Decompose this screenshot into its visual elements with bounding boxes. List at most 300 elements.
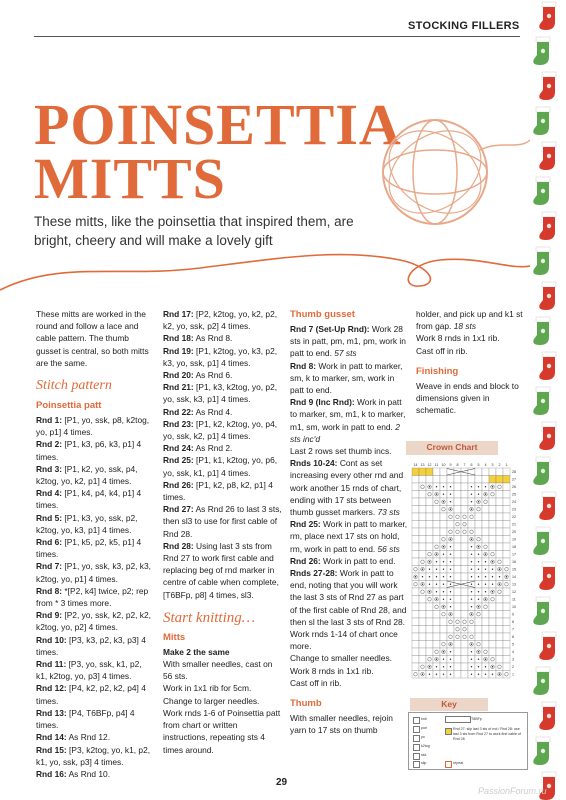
chart-cell — [461, 528, 468, 536]
gusset-rnd-9: Rnd 9 (Inc Rnd): Work in patt to marker, sm, m1, k to marker, m1, sm, work in patt to end. 2 sts inc'd — [290, 397, 406, 444]
chart-cell — [461, 521, 468, 529]
purl-dot — [443, 591, 444, 592]
purl-dot — [492, 569, 493, 570]
chart-cell — [426, 611, 433, 619]
thumb-gusset-heading: Thumb gusset — [290, 309, 355, 320]
gusset-rnd-26: Rnd 26: Work in patt to end. — [290, 555, 396, 566]
chart-cell — [419, 506, 426, 514]
make-2-heading: Make 2 the same — [163, 646, 230, 657]
chart-cell — [503, 648, 510, 656]
chart-cell — [475, 641, 482, 649]
chart-cell — [461, 498, 468, 506]
rnd-19: Rnd 19: [P1, k2tog, yo, k3, p2, k3, yo, ssk, p1] 4 times. — [163, 345, 278, 368]
purl-dot — [506, 576, 507, 577]
chart-cell — [489, 551, 496, 559]
chart-cell — [412, 671, 419, 679]
chart-row-label: 12 — [512, 590, 516, 595]
gusset-last-2: Last 2 rows set thumb incs. — [290, 446, 392, 457]
chart-row-label: 27 — [512, 477, 516, 482]
stocking-icon — [533, 37, 550, 65]
chart-cell — [496, 626, 503, 634]
chart-cell — [433, 626, 440, 634]
page-number: 29 — [276, 777, 288, 788]
chart-cell — [412, 566, 419, 574]
chart-cell — [440, 611, 447, 619]
purl-dot — [429, 666, 430, 667]
chart-cell — [489, 648, 496, 656]
chart-cell — [419, 528, 426, 536]
rnd-1: Rnd 1: [P1, yo, ssk, p8, k2tog, yo, p1] 4 times. — [36, 415, 150, 438]
chart-row-label: 23 — [512, 507, 516, 512]
chart-cell — [489, 596, 496, 604]
chart-cell — [496, 618, 503, 626]
chart-row-label: 6 — [512, 635, 514, 640]
chart-cell — [496, 596, 503, 604]
stocking-icon — [539, 352, 556, 380]
chart-row-label: 10 — [512, 605, 516, 610]
chart-cell — [503, 633, 510, 641]
purl-dot — [436, 584, 437, 585]
chart-cell — [447, 618, 454, 626]
rnd-15: Rnd 15: [P3, k2tog, yo, k1, p2, k1, yo, ssk, p3] 4 times. — [36, 744, 151, 767]
chart-cell — [482, 626, 489, 634]
chart-cell — [503, 626, 510, 634]
chart-cell — [496, 656, 503, 664]
stocking-icon — [539, 282, 556, 310]
chart-cell — [454, 536, 461, 544]
purl-dot — [471, 674, 472, 675]
chart-cell — [482, 618, 489, 626]
purl-dot — [436, 576, 437, 577]
purl-dot — [443, 666, 444, 667]
chart-row-label: 26 — [512, 485, 516, 490]
key-purl-swatch — [413, 726, 420, 733]
chart-cell — [447, 626, 454, 634]
chart-cell — [454, 648, 461, 656]
purl-dot — [443, 584, 444, 585]
chart-cell — [426, 521, 433, 529]
chart-cell — [461, 663, 468, 671]
purl-dot — [422, 576, 423, 577]
purl-dot — [485, 576, 486, 577]
key-cable-swatch — [445, 716, 471, 723]
chart-cell — [412, 551, 419, 559]
chart-cell — [461, 551, 468, 559]
purl-dot — [478, 606, 479, 607]
purl-dot — [471, 494, 472, 495]
chart-cell — [412, 588, 419, 596]
chart-cell — [440, 521, 447, 529]
purl-dot — [450, 651, 451, 652]
purl-dot — [478, 666, 479, 667]
purl-dot — [443, 674, 444, 675]
chart-cell — [419, 641, 426, 649]
thumb-step-4: Cast off in rib. — [416, 345, 468, 356]
chart-cell — [412, 656, 419, 664]
stocking-icon — [539, 562, 556, 590]
rnd-13: Rnd 13: [P4, T6BFp, p4] 4 times. — [36, 707, 135, 731]
purl-dot — [485, 584, 486, 585]
chart-cell — [454, 618, 461, 626]
chart-cell — [426, 491, 433, 499]
chart-cell — [489, 633, 496, 641]
chart-cell — [489, 491, 496, 499]
key-repeat: repeat — [453, 761, 464, 765]
purl-dot — [471, 554, 472, 555]
chart-cell — [447, 513, 454, 521]
chart-cell — [461, 536, 468, 544]
chart-cell — [447, 476, 454, 484]
chart-cell — [419, 663, 426, 671]
purl-dot — [436, 659, 437, 660]
purl-dot — [471, 546, 472, 547]
chart-row-label: 22 — [512, 515, 516, 520]
chart-cell — [454, 588, 461, 596]
chart-cell — [496, 663, 503, 671]
purl-dot — [471, 501, 472, 502]
chart-cell — [496, 543, 503, 551]
purl-dot — [478, 659, 479, 660]
chart-row-label: 3 — [512, 657, 514, 662]
chart-cell — [433, 618, 440, 626]
chart-cell — [426, 603, 433, 611]
chart-cell — [475, 468, 482, 476]
purl-dot — [471, 539, 472, 540]
chart-row-label: 24 — [512, 500, 516, 505]
purl-dot — [450, 546, 451, 547]
chart-cell — [426, 633, 433, 641]
chart-row-label: 13 — [512, 582, 516, 587]
chart-cell — [475, 513, 482, 521]
chart-cell — [433, 648, 440, 656]
chart-cell — [426, 498, 433, 506]
chart-row-label: 17 — [512, 552, 516, 557]
chart-cell — [454, 491, 461, 499]
chart-cell — [482, 641, 489, 649]
chart-cell — [412, 498, 419, 506]
chart-cell — [482, 611, 489, 619]
purl-dot — [485, 494, 486, 495]
mitts-step-1: With smaller needles, cast on 56 sts. — [163, 659, 273, 682]
purl-dot — [443, 486, 444, 487]
chart-cell — [412, 506, 419, 514]
chart-cell — [482, 506, 489, 514]
title-line-1: POINSETTIA — [34, 92, 402, 157]
chart-cell — [454, 596, 461, 604]
chart-row-label: 4 — [512, 650, 514, 655]
stocking-icon — [539, 702, 556, 730]
purl-dot — [478, 494, 479, 495]
chart-cell — [503, 566, 510, 574]
rnd-6: Rnd 6: [P1, k5, p2, k5, p1] 4 times. — [36, 537, 142, 560]
chart-cell — [503, 663, 510, 671]
chart-cell — [426, 506, 433, 514]
chart-cell — [461, 588, 468, 596]
gusset-rnd-25: Rnd 25: Work in patt to marker, rm, place next 17 sts on hold, rm, work in patt to end. 56 sts — [290, 519, 408, 554]
key-slip-swatch — [413, 761, 420, 768]
chart-cell — [482, 536, 489, 544]
chart-cell — [440, 641, 447, 649]
purl-dot — [499, 569, 500, 570]
rnd-2: Rnd 2: [P1, k3, p6, k3, p1] 4 times. — [36, 439, 142, 462]
chart-cell — [412, 648, 419, 656]
chart-cell — [461, 648, 468, 656]
rnd-22: Rnd 22: As Rnd 4. — [163, 406, 233, 417]
chart-cell — [496, 648, 503, 656]
stocking-icon — [533, 177, 550, 205]
chart-cell — [503, 513, 510, 521]
chart-cell — [482, 513, 489, 521]
chart-cell — [454, 558, 461, 566]
purl-dot — [450, 659, 451, 660]
chart-col-label: 14 — [413, 463, 418, 467]
chart-col-label: 8 — [456, 463, 459, 467]
purl-dot — [485, 561, 486, 562]
chart-row-label: 14 — [512, 575, 516, 580]
chart-cell — [503, 483, 510, 491]
chart-cell — [503, 671, 510, 679]
chart-col-label: 10 — [441, 463, 446, 467]
chart-cell — [496, 483, 503, 491]
thumb-step-2: holder, and pick up and k1 st from gap. 18 sts — [416, 309, 523, 332]
chart-cell — [426, 551, 433, 559]
chart-cell — [454, 663, 461, 671]
chart-cell — [489, 618, 496, 626]
chart-cell — [412, 543, 419, 551]
chart-cell — [496, 551, 503, 559]
purl-dot — [471, 509, 472, 510]
rnd-10: Rnd 10: [P3, k3, p2, k3, p3] 4 times. — [36, 634, 146, 657]
chart-cell — [461, 573, 468, 581]
purl-dot — [443, 561, 444, 562]
chart-cell — [440, 528, 447, 536]
chart-cell — [503, 536, 510, 544]
purl-dot — [443, 599, 444, 600]
chart-cell — [447, 528, 454, 536]
chart-cell — [461, 476, 468, 484]
purl-dot — [443, 546, 444, 547]
purl-dot — [471, 599, 472, 600]
purl-dot — [429, 674, 430, 675]
chart-cell — [426, 476, 433, 484]
chart-cell — [454, 528, 461, 536]
chart-cell — [482, 468, 489, 476]
chart-cell — [454, 513, 461, 521]
chart-cell — [496, 528, 503, 536]
chart-cell — [447, 633, 454, 641]
chart-cell — [461, 596, 468, 604]
chart-cell — [461, 641, 468, 649]
chart-cell — [503, 521, 510, 529]
chart-col-label: 9 — [449, 463, 452, 467]
chart-cell — [426, 528, 433, 536]
finishing-heading: Finishing — [416, 365, 459, 377]
purl-dot — [485, 569, 486, 570]
stocking-icon — [533, 387, 550, 415]
purl-dot — [478, 591, 479, 592]
chart-cell — [419, 596, 426, 604]
purl-dot — [478, 554, 479, 555]
chart-cell — [475, 506, 482, 514]
chart-cell — [419, 558, 426, 566]
purl-dot — [436, 569, 437, 570]
chart-cell — [412, 491, 419, 499]
chart-row-label: 19 — [512, 537, 516, 542]
chart-cell — [468, 476, 475, 484]
rnd-3: Rnd 3: [P1, k2, yo, ssk, p4, k2tog, yo, k2, p1] 4 times. — [36, 463, 138, 487]
rnd-23: Rnd 23: [P1, k2, k2tog, yo, p4, yo, ssk, k2, p1] 4 times. — [163, 418, 278, 442]
purl-dot — [485, 486, 486, 487]
column-2 — [163, 308, 283, 756]
purl-dot — [478, 546, 479, 547]
chart-cell — [412, 611, 419, 619]
chart-cell — [433, 468, 440, 476]
chart-cell — [454, 476, 461, 484]
stocking-icon — [539, 142, 556, 170]
chart-col-label: 3 — [491, 463, 494, 467]
chart-cell — [433, 641, 440, 649]
purl-dot — [450, 606, 451, 607]
chart-cell — [468, 633, 475, 641]
title-line-2: MITTS — [34, 146, 226, 211]
purl-dot — [471, 584, 472, 585]
chart-cell — [426, 626, 433, 634]
start-knitting-heading: Start knitting… — [163, 609, 256, 626]
chart-cell — [461, 543, 468, 551]
stocking-icon — [533, 457, 550, 485]
purl-dot — [450, 501, 451, 502]
purl-dot — [450, 561, 451, 562]
chart-cell — [482, 528, 489, 536]
chart-cell — [461, 506, 468, 514]
thumb-step-3: Work 8 rnds in 1x1 rib. — [416, 333, 500, 344]
chart-cell — [503, 603, 510, 611]
chart-cell — [419, 521, 426, 529]
purl-dot — [436, 486, 437, 487]
rnd-28: Rnd 28: Using last 3 sts from Rnd 27 to work first cable and replacing beg of rnd marker in centre of cable when complete, [T6BFp, p8] 4 times, sl3. — [163, 540, 279, 600]
chart-cell — [419, 513, 426, 521]
chart-row-label: 21 — [512, 522, 516, 527]
chart-cell — [496, 513, 503, 521]
chart-cell — [489, 611, 496, 619]
chart-cell — [503, 618, 510, 626]
chart-cell — [412, 633, 419, 641]
chart-cell — [475, 618, 482, 626]
purl-dot — [485, 659, 486, 660]
chart-cell — [496, 603, 503, 611]
chart-cell — [489, 513, 496, 521]
stocking-icon — [539, 2, 556, 30]
chart-cell — [461, 626, 468, 634]
key-knit: knit — [421, 717, 427, 721]
purl-dot — [436, 554, 437, 555]
chart-cell — [433, 528, 440, 536]
purl-dot — [485, 554, 486, 555]
chart-cell — [482, 633, 489, 641]
chart-cell — [503, 476, 510, 484]
chart-cell — [419, 656, 426, 664]
column-3 — [290, 308, 408, 737]
rnd-18: Rnd 18: As Rnd 8. — [163, 333, 233, 344]
rnd-24: Rnd 24: As Rnd 2. — [163, 443, 233, 454]
chart-cell — [426, 641, 433, 649]
chart-col-label: 6 — [470, 463, 473, 467]
chart-cell — [461, 633, 468, 641]
chart-cell — [475, 528, 482, 536]
chart-cell — [440, 618, 447, 626]
chart-row-label: 2 — [512, 665, 514, 670]
chart-cell — [419, 611, 426, 619]
chart-cell — [475, 633, 482, 641]
chart-cell — [503, 543, 510, 551]
chart-key — [408, 712, 528, 770]
purl-dot — [478, 651, 479, 652]
chart-cell — [489, 468, 496, 476]
purl-dot — [450, 591, 451, 592]
chart-cell — [419, 588, 426, 596]
chart-cell — [454, 521, 461, 529]
chart-cell — [482, 648, 489, 656]
rnd-16: Rnd 16: As Rnd 10. — [36, 768, 111, 779]
key-title: Key — [441, 699, 457, 709]
chart-cell — [454, 633, 461, 641]
stocking-icon — [539, 632, 556, 660]
chart-cell — [489, 498, 496, 506]
rnd-11: Rnd 11: [P3, yo, ssk, k1, p2, k1, k2tog, yo, p3] 4 times. — [36, 659, 142, 682]
purl-dot — [443, 651, 444, 652]
purl-dot — [450, 666, 451, 667]
yarn-ball-illustration — [380, 110, 530, 240]
chart-cell — [419, 468, 426, 476]
gusset-step-c: Work 8 rnds in 1x1 rib. — [290, 665, 374, 676]
chart-cell — [489, 626, 496, 634]
purl-dot — [492, 486, 493, 487]
purl-dot — [471, 644, 472, 645]
gusset-rnds-27-28: Rnds 27-28: Work in patt to end, noting that you will work the last 3 sts of Rnd 27 as part of the first cable of Rnd 28, and then sl the last 3 sts of Rnd 28. — [290, 568, 407, 627]
purl-dot — [443, 501, 444, 502]
purl-dot — [471, 486, 472, 487]
chart-cell — [419, 476, 426, 484]
chart-row-label: 1 — [512, 672, 514, 677]
chart-cell — [454, 506, 461, 514]
chart-cell — [412, 528, 419, 536]
chart-row-label: 20 — [512, 530, 516, 535]
purl-dot — [443, 576, 444, 577]
chart-cell — [496, 506, 503, 514]
stocking-icon — [533, 247, 550, 275]
rnd-5: Rnd 5: [P1, k3, yo, ssk, p2, k2tog, yo, k3, p1] 4 times. — [36, 512, 138, 535]
chart-cell — [440, 626, 447, 634]
purl-dot — [450, 486, 451, 487]
chart-cell — [426, 618, 433, 626]
purl-dot — [443, 606, 444, 607]
chart-cell — [482, 476, 489, 484]
chart-row-label: 11 — [512, 597, 516, 602]
mitts-step-2: Work in 1x1 rib for 5cm. — [163, 683, 252, 694]
stocking-icon — [533, 107, 550, 135]
chart-row-label: 9 — [512, 612, 514, 617]
chart-cell — [412, 626, 419, 634]
rnd-9: Rnd 9: [P2, yo, ssk, k2, p2, k2, k2tog, yo, p2] 4 times. — [36, 610, 151, 633]
chart-cell — [412, 603, 419, 611]
stocking-icon — [539, 72, 556, 100]
key-repeat-swatch — [445, 761, 452, 768]
chart-cell — [503, 551, 510, 559]
purl-dot — [492, 584, 493, 585]
rnd-27: Rnd 27: As Rnd 26 to last 3 sts, then sl3 to use for first cable of Rnd 28. — [163, 504, 282, 539]
chart-cell — [454, 671, 461, 679]
chart-cell — [454, 498, 461, 506]
